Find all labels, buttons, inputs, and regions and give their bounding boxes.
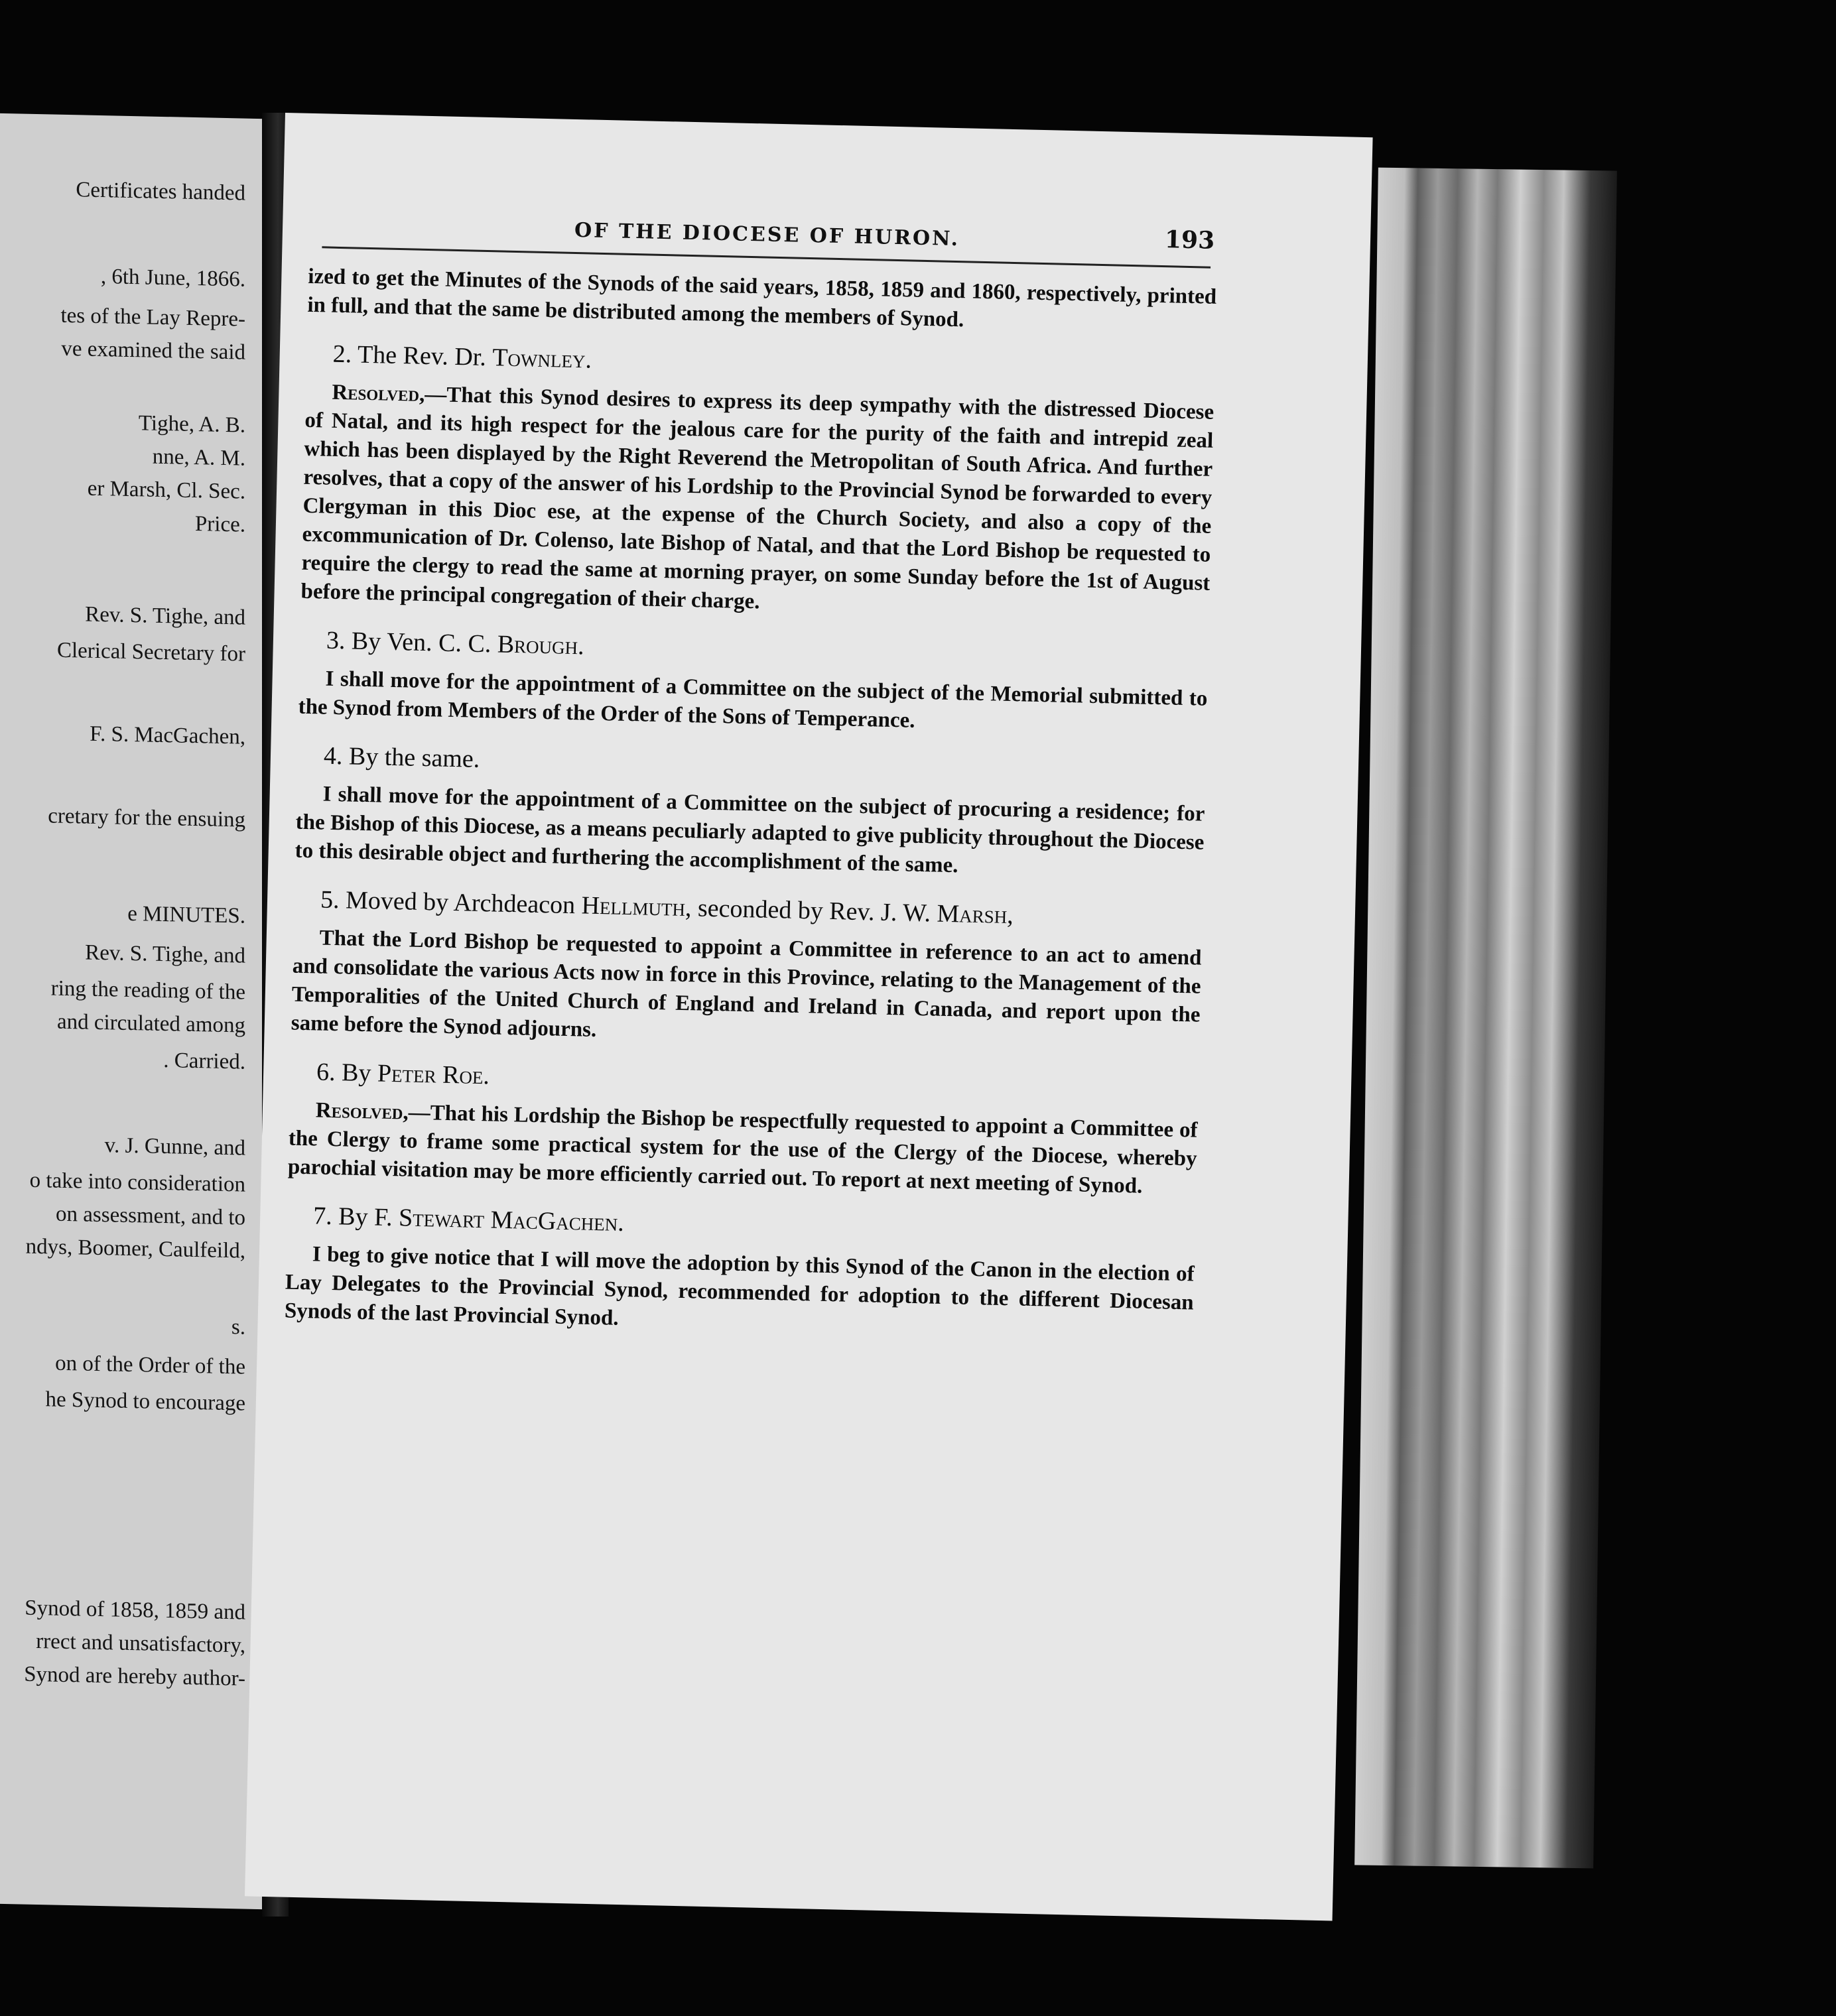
left-page-line: F. S. MacGachen,	[90, 722, 245, 749]
page-edges	[1354, 168, 1617, 1869]
left-page-line: , 6th June, 1866.	[100, 265, 245, 292]
left-page-line: Clerical Secretary for	[56, 638, 245, 666]
page-body	[284, 263, 1216, 1358]
item-4-heading: 4. By the same.	[323, 741, 480, 773]
item-2-resolved: Resolved,	[332, 380, 425, 407]
header-rule	[322, 246, 1211, 268]
left-page-line: e MINUTES.	[127, 901, 245, 928]
left-page-line: s.	[231, 1315, 245, 1340]
item-6-resolved: Resolved,	[315, 1098, 409, 1125]
left-page-line: er Marsh, Cl. Sec.	[87, 476, 245, 504]
item-3-name: Brough.	[497, 630, 585, 661]
item-3-text: I shall move for the appointment of a Committee on the subject of the Memorial submitted to the Synod from Members of the Order of the Sons of Temperance.	[298, 666, 1208, 733]
item-6-number: 6. By	[316, 1058, 378, 1088]
left-page-line: Rev. S. Tighe, and	[85, 602, 245, 630]
page-number: 193	[1164, 225, 1215, 255]
item-5-text: That the Lord Bishop be requested to appoint a Committee in reference to an act to amend and consolidate the various Acts now in force in this Province, relating to the Management of the Temporalities of the United Church of England and Ireland in Canada, and report upon the same before the Synod adjourns.	[291, 926, 1202, 1042]
left-page-line: Synod of 1858, 1859 and	[25, 1596, 245, 1625]
item-2-body: —That this Synod desires to express its deep sympathy with the distressed Diocese of Natal, and its high respect for the jealous care for the purity of the faith and intrepid zeal which has been displayed by the Right Reverend the Metropolitan of South Africa. And further resolves, that a copy of the answer of his Lordship to the Provincial Synod be forwarded to every Clergyman in this Dioc ese, at the expense of the Church Society, and also a copy of the excommunication of Dr. Colenso, late Bishop of Natal, and that the Lord Bishop be requested to require the clergy to read the same at morning prayer, on some Sunday before the 1st of August before the principal congregation of their charge.	[300, 382, 1214, 614]
running-title: OF THE DIOCESE OF HURON.	[574, 218, 960, 251]
item-6-text	[287, 1096, 1198, 1202]
left-page-line: . Carried.	[163, 1048, 245, 1074]
left-page-line: Rev. S. Tighe, and	[85, 940, 245, 968]
item-6-body: —That his Lordship the Bishop be respectfully requested to appoint a Committee of the Clergy to frame some practical system for the use of the Clergy of the Diocese, whereby parochial visitation may be more efficiently carried out. To report at next meeting of Synod.	[287, 1100, 1198, 1198]
left-page-line: ndys, Boomer, Caulfeild,	[25, 1234, 245, 1263]
paragraph-continued: ized to get the Minutes of the Synods of the said years, 1858, 1859 and 1860, respectively, printed in full, and that the same be distributed among the members of Synod.	[307, 264, 1217, 332]
left-page-line: nne, A. M.	[152, 444, 245, 471]
left-page-line: rrect and unsatisfactory,	[36, 1629, 245, 1658]
main-page	[245, 113, 1373, 1921]
item-3-number: 3. By Ven. C. C.	[326, 626, 498, 659]
left-page-line: Price.	[194, 512, 245, 537]
item-2-text	[300, 378, 1214, 627]
item-2-number: 2. The Rev. Dr.	[332, 340, 493, 372]
item-2-name: Townley.	[492, 344, 592, 374]
item-7-number: 7. By F.	[312, 1202, 399, 1232]
item-4-text: I shall move for the appointment of a Committee on the subject of procuring a residence; for the Bishop of this Diocese, as a means peculiarly adapted to give publicity throughout the Diocese to this desirable object and furthering the accomplishment of the same.	[295, 782, 1205, 878]
item-5-seconder: Marsh,	[937, 899, 1014, 930]
item-7-name: Stewart MacGachen.	[398, 1204, 625, 1237]
item-5-moved: 5. Moved by Archdeacon	[320, 885, 582, 920]
item-5-seconded: seconded by Rev. J. W.	[691, 894, 938, 928]
item-6-name: Peter Roe.	[377, 1059, 490, 1090]
left-page-line: v. J. Gunne, and	[104, 1133, 245, 1161]
item-7-text: I beg to give notice that I will move the adoption by this Synod of the Canon in the election of Lay Delegates to the Provincial Synod, recommended for adoption to the different Diocesan Synods of the last Provincial Synod.	[284, 1242, 1195, 1330]
left-page-line: on assessment, and to	[56, 1202, 245, 1230]
left-page	[0, 113, 262, 1909]
left-page-line: on of the Order of the	[55, 1351, 245, 1379]
left-page-line: and circulated among	[56, 1009, 245, 1038]
left-page-line: cretary for the ensuing	[48, 804, 245, 832]
left-page-line: tes of the Lay Repre-	[60, 303, 245, 332]
left-page-line: ve examined the said	[61, 336, 245, 365]
left-page-line: o take into consideration	[29, 1168, 245, 1197]
left-page-line: he Synod to encourage	[45, 1387, 245, 1416]
left-page-line: Synod are hereby author-	[24, 1662, 245, 1691]
left-page-line: ring the reading of the	[50, 976, 245, 1005]
left-page-line: Tighe, A. B.	[138, 411, 245, 438]
left-page-line: Certificates handed	[76, 178, 245, 206]
item-5-mover: Hellmuth,	[581, 891, 692, 922]
